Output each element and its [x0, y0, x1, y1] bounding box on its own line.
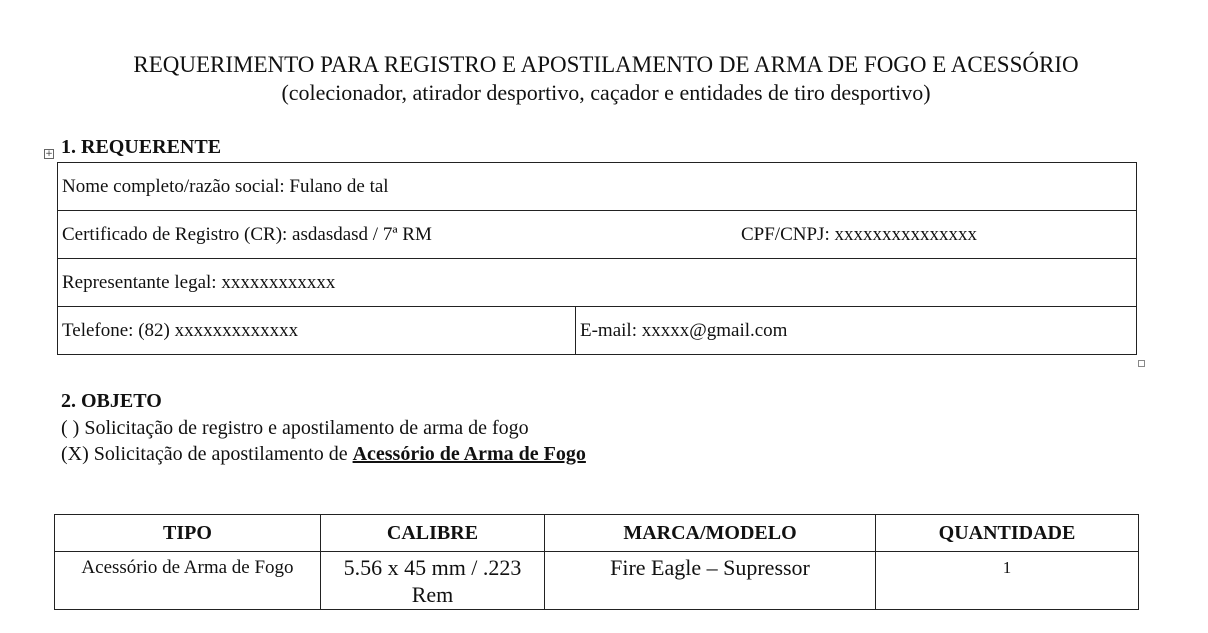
objeto-option-acessorio[interactable] [61, 442, 586, 466]
nome-cell[interactable]: Nome completo/razão social: Fulano de tal [58, 163, 1137, 211]
objeto-option-registro[interactable]: ( ) Solicitação de registro e apostilamento de arma de fogo [61, 417, 529, 439]
cell-tipo[interactable]: Acessório de Arma de Fogo [55, 552, 321, 610]
cell-quantidade[interactable]: 1 [876, 552, 1139, 610]
items-table [54, 514, 1139, 610]
table-move-handle-icon[interactable]: + [45, 149, 53, 159]
section-requerente-heading: 1. REQUERENTE [61, 136, 222, 158]
document-subtitle: (colecionador, atirador desportivo, caçador e entidades de tiro desportivo) [281, 80, 931, 105]
cr-row[interactable] [58, 211, 1137, 259]
section-objeto-heading: 2. OBJETO [61, 390, 162, 412]
objeto-option-prefix: (X) Solicitação de apostilamento de [61, 443, 353, 465]
header-quantidade: QUANTIDADE [876, 515, 1139, 552]
objeto-option-emphasis: Acessório de Arma de Fogo [352, 443, 586, 465]
telefone-cell[interactable]: Telefone: (82) xxxxxxxxxxxxx [58, 307, 576, 355]
header-tipo: TIPO [55, 515, 321, 552]
email-cell[interactable]: E-mail: xxxxx@gmail.com [576, 307, 1137, 355]
cell-marca-modelo[interactable]: Fire Eagle – Supressor [545, 552, 876, 610]
cpf-field: CPF/CNPJ: xxxxxxxxxxxxxxx [741, 224, 977, 245]
table-row [55, 552, 1139, 610]
table-resize-handle[interactable] [1138, 360, 1145, 367]
requerente-table [57, 162, 1137, 355]
cell-calibre[interactable]: 5.56 x 45 mm / .223 Rem [321, 552, 545, 610]
items-header-row [55, 515, 1139, 552]
header-calibre: CALIBRE [321, 515, 545, 552]
document-title: REQUERIMENTO PARA REGISTRO E APOSTILAMENTO DE ARMA DE FOGO E ACESSÓRIO [133, 52, 1079, 77]
cr-field: Certificado de Registro (CR): asdasdasd / 7ª RM [62, 223, 432, 245]
representante-cell[interactable]: Representante legal: xxxxxxxxxxxx [58, 259, 1137, 307]
header-marca-modelo: MARCA/MODELO [545, 515, 876, 552]
